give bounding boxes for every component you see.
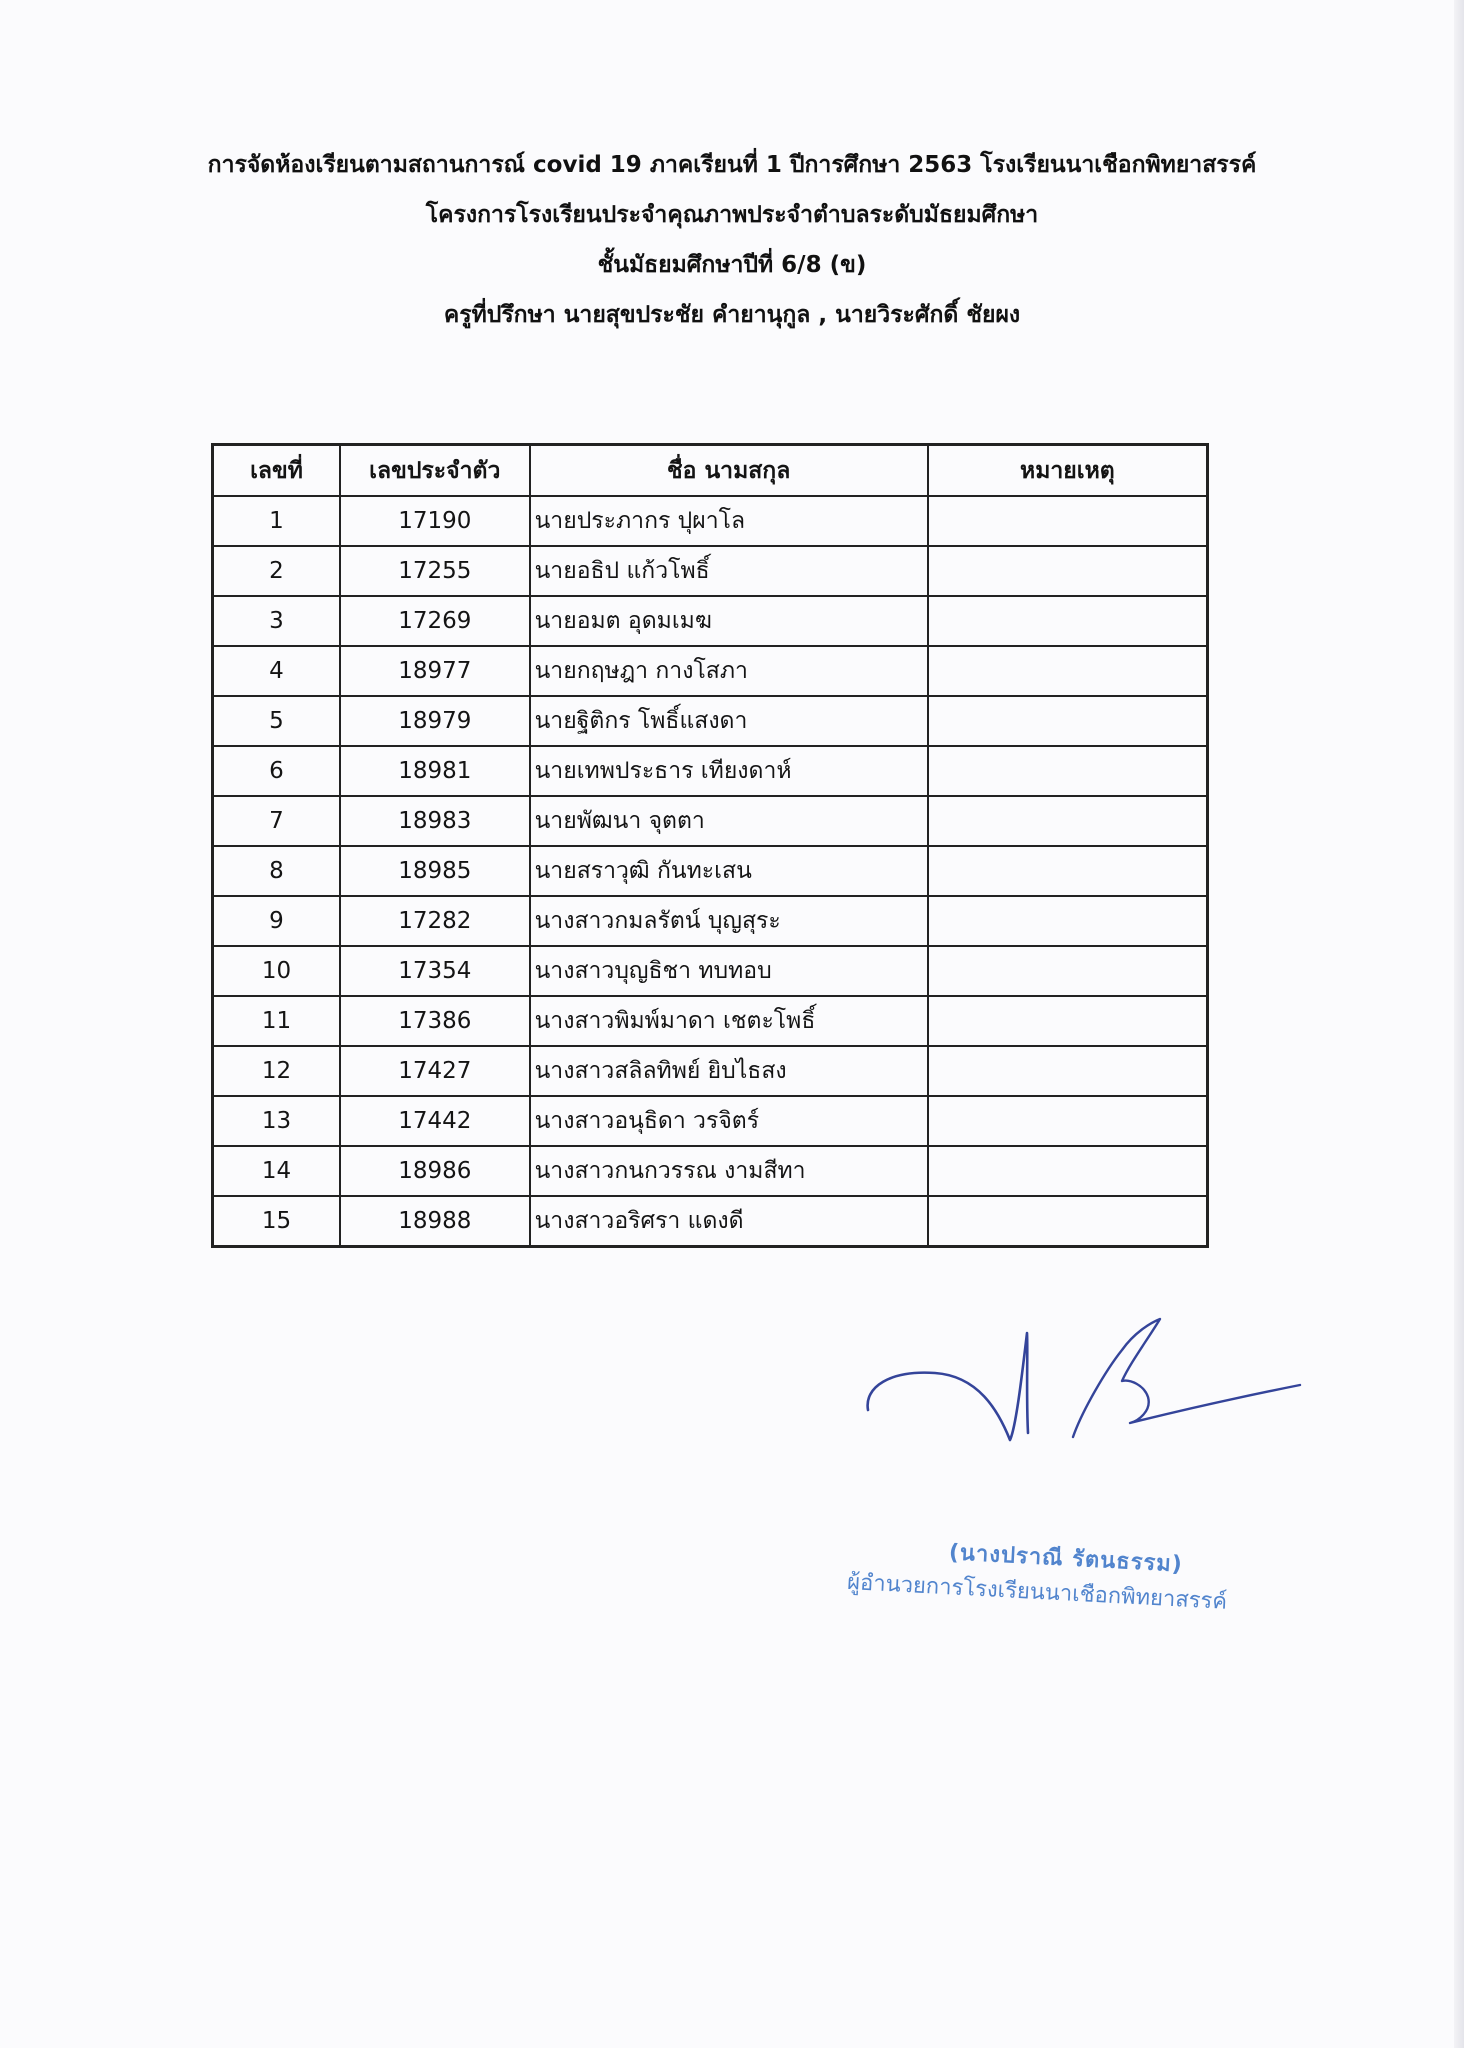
header-student-id: เลขประจำตัว <box>340 445 530 497</box>
table-row <box>213 596 1208 646</box>
row-number: 5 <box>213 696 340 746</box>
row-full-name: นางสาวกนกวรรณ งามสีทา <box>530 1146 928 1196</box>
signature-ink <box>868 1319 1300 1440</box>
table-row <box>213 796 1208 846</box>
row-number: 10 <box>213 946 340 996</box>
row-student-id: 17282 <box>340 896 530 946</box>
student-roster-table <box>211 443 1209 1248</box>
row-remarks <box>928 746 1208 796</box>
row-student-id: 17255 <box>340 546 530 596</box>
row-number: 8 <box>213 846 340 896</box>
row-remarks <box>928 646 1208 696</box>
row-remarks <box>928 796 1208 846</box>
row-full-name: นายเทพประธาร เทียงดาห์ <box>530 746 928 796</box>
row-student-id: 18983 <box>340 796 530 846</box>
row-remarks <box>928 996 1208 1046</box>
header-advisors: ครูที่ปรึกษา นายสุขประชัย คำยานุกูล , นายวิระศักดิ์ ชัยผง <box>443 302 1021 328</box>
table-row <box>213 846 1208 896</box>
row-student-id: 17269 <box>340 596 530 646</box>
row-student-id: 18979 <box>340 696 530 746</box>
document-header <box>0 140 1464 340</box>
row-remarks <box>928 1046 1208 1096</box>
row-student-id: 18977 <box>340 646 530 696</box>
handwritten-signature <box>860 1315 1310 1460</box>
table-row <box>213 546 1208 596</box>
row-number: 11 <box>213 996 340 1046</box>
row-number: 9 <box>213 896 340 946</box>
row-remarks <box>928 946 1208 996</box>
row-remarks <box>928 496 1208 546</box>
row-number: 3 <box>213 596 340 646</box>
row-remarks <box>928 696 1208 746</box>
row-number: 14 <box>213 1146 340 1196</box>
header-remarks: หมายเหตุ <box>928 445 1208 497</box>
row-full-name: นายอธิป แก้วโพธิ์ <box>530 546 928 596</box>
row-full-name: นายสราวุฒิ กันทะเสน <box>530 846 928 896</box>
row-student-id: 17386 <box>340 996 530 1046</box>
row-remarks <box>928 896 1208 946</box>
row-student-id: 18988 <box>340 1196 530 1247</box>
row-full-name: นายอมต อุดมเมฆ <box>530 596 928 646</box>
row-student-id: 18985 <box>340 846 530 896</box>
table-row <box>213 896 1208 946</box>
row-student-id: 17354 <box>340 946 530 996</box>
table-row <box>213 946 1208 996</box>
table-row <box>213 1146 1208 1196</box>
row-full-name: นายพัฒนา จุตตา <box>530 796 928 846</box>
table-row <box>213 1046 1208 1096</box>
row-remarks <box>928 546 1208 596</box>
row-number: 13 <box>213 1096 340 1146</box>
row-full-name: นางสาวพิมพ์มาดา เชตะโพธิ์ <box>530 996 928 1046</box>
row-number: 15 <box>213 1196 340 1247</box>
row-student-id: 17190 <box>340 496 530 546</box>
table-row <box>213 646 1208 696</box>
row-student-id: 17427 <box>340 1046 530 1096</box>
row-full-name: นางสาวสลิลทิพย์ ยิบไธสง <box>530 1046 928 1096</box>
header-program: โครงการโรงเรียนประจำคุณภาพประจำตำบลระดับมัธยมศึกษา <box>425 202 1039 228</box>
row-full-name: นางสาวกมลรัตน์ บุญสุระ <box>530 896 928 946</box>
row-student-id: 18986 <box>340 1146 530 1196</box>
row-full-name: นายกฤษฎา กางโสภา <box>530 646 928 696</box>
row-full-name: นายประภากร ปุผาโล <box>530 496 928 546</box>
table-row <box>213 696 1208 746</box>
row-remarks <box>928 596 1208 646</box>
row-full-name: นายฐิติกร โพธิ์แสงดา <box>530 696 928 746</box>
stamp-signatory-title: ผู้อำนวยการโรงเรียนนาเชือกพิทยาสรรค์ <box>846 1569 1228 1615</box>
row-full-name: นางสาวอริศรา แดงดี <box>530 1196 928 1247</box>
table-row <box>213 1096 1208 1146</box>
header-number: เลขที่ <box>213 445 340 497</box>
row-number: 1 <box>213 496 340 546</box>
table-row <box>213 996 1208 1046</box>
header-title: การจัดห้องเรียนตามสถานการณ์ covid 19 ภาคเรียนที่ 1 ปีการศึกษา 2563 โรงเรียนนาเชือกพิทยาสรรค์ <box>207 152 1257 178</box>
table-row <box>213 1196 1208 1247</box>
row-full-name: นางสาวบุญธิชา ทบทอบ <box>530 946 928 996</box>
row-number: 7 <box>213 796 340 846</box>
official-stamp <box>846 1530 1299 1623</box>
table-row <box>213 496 1208 546</box>
row-remarks <box>928 846 1208 896</box>
stamp-signatory-name: (นางปราณี รัตนธรรม) <box>948 1540 1184 1578</box>
table-row <box>213 746 1208 796</box>
row-remarks <box>928 1196 1208 1247</box>
header-full-name: ชื่อ นามสกุล <box>530 445 928 497</box>
row-number: 4 <box>213 646 340 696</box>
row-number: 6 <box>213 746 340 796</box>
row-remarks <box>928 1096 1208 1146</box>
row-remarks <box>928 1146 1208 1196</box>
row-student-id: 18981 <box>340 746 530 796</box>
row-number: 2 <box>213 546 340 596</box>
row-student-id: 17442 <box>340 1096 530 1146</box>
row-number: 12 <box>213 1046 340 1096</box>
table-header-row <box>213 445 1208 497</box>
header-class-level: ชั้นมัธยมศึกษาปีที่ 6/8 (ข) <box>597 252 867 278</box>
row-full-name: นางสาวอนุธิดา วรจิตร์ <box>530 1096 928 1146</box>
